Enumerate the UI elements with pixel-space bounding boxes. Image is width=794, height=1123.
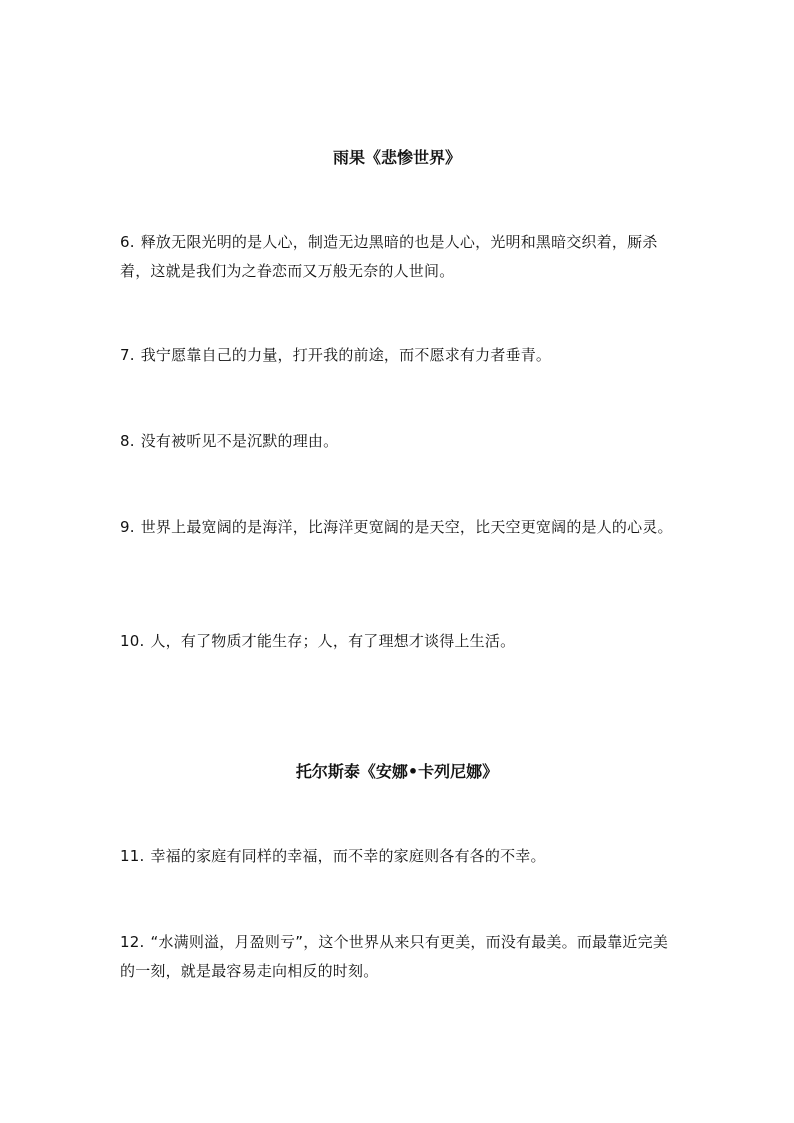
quote-number: 6. — [120, 233, 135, 251]
quote-number: 11. — [120, 847, 145, 865]
quote-item-6 — [120, 228, 680, 286]
quote-item-7 — [120, 341, 680, 370]
quote-number: 9. — [120, 518, 135, 536]
quote-item-12 — [120, 928, 680, 986]
quote-text: 世界上最宽阔的是海洋，比海洋更宽阔的是天空，比天空更宽阔的是人的心灵。 — [140, 518, 673, 536]
quote-text: 幸福的家庭有同样的幸福，而不幸的家庭则各有各的不幸。 — [150, 847, 546, 865]
section-heading-anna-karenina: 托尔斯泰《安娜•卡列尼娜》 — [295, 762, 499, 781]
quote-number: 7. — [120, 346, 135, 364]
quote-text: 人，有了物质才能生存；人，有了理想才谈得上生活。 — [150, 632, 516, 650]
quote-number: 10. — [120, 632, 145, 650]
quote-item-11 — [120, 842, 680, 871]
quote-text: 没有被听见不是沉默的理由。 — [140, 432, 339, 450]
quote-number: 8. — [120, 432, 135, 450]
section-heading-les-miserables: 雨果《悲惨世界》 — [332, 148, 461, 167]
quote-item-9 — [120, 513, 680, 542]
quote-item-8 — [120, 427, 680, 456]
quote-text: 我宁愿靠自己的力量，打开我的前途，而不愿求有力者垂青。 — [140, 346, 552, 364]
quote-text: 释放无限光明的是人心，制造无边黑暗的也是人心，光明和黑暗交织着，厮杀着，这就是我们为之眷恋而又万般无奈的人世间。 — [120, 233, 658, 280]
quote-number: 12. — [120, 933, 145, 951]
quote-text: “水满则溢，月盈则亏”，这个世界从来只有更美，而没有最美。而最靠近完美的一刻，就是最容易走向相反的时刻。 — [120, 933, 669, 980]
quote-item-10 — [120, 627, 680, 656]
